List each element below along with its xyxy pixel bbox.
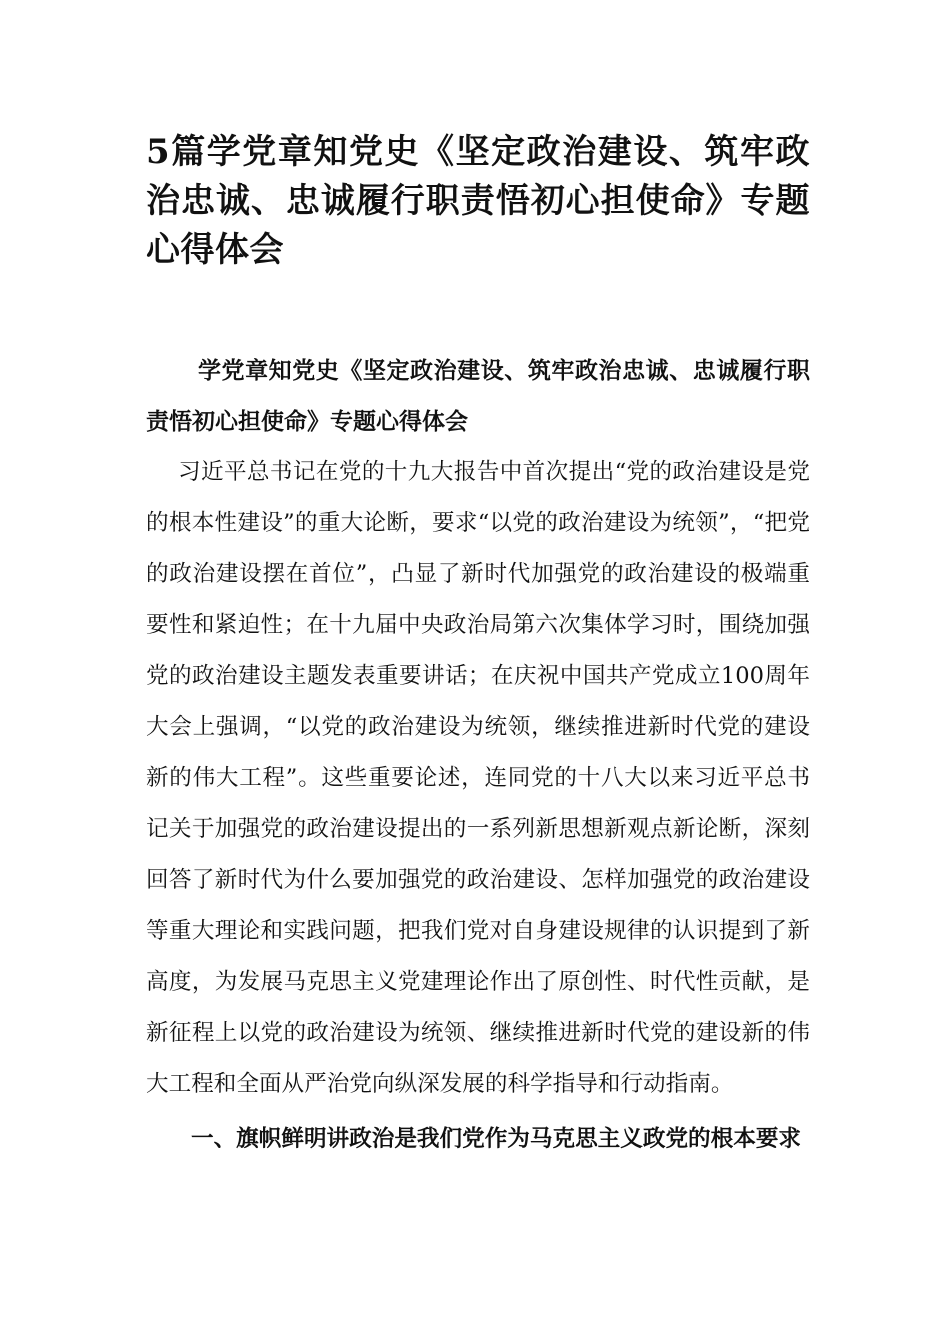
document-page: [146, 128, 810, 1165]
document-title: 5篇学党章知党史《坚定政治建设、筑牢政治忠诚、忠诚履行职责悟初心担使命》专题心得体会: [146, 132, 810, 270]
document-subtitle: 学党章知党史《坚定政治建设、筑牢政治忠诚、忠诚履行职责悟初心担使命》专题心得体会: [146, 357, 810, 435]
body-paragraph: 习近平总书记在党的十九大报告中首次提出“党的政治建设是党的根本性建设”的重大论断，要求“以党的政治建设为统领”，“把党的政治建设摆在首位”，凸显了新时代加强党的政治建设的极端重要性和紧迫性；在十九届中央政治局第六次集体学习时，围绕加强党的政治建设主题发表重要讲话；在庆祝中国共产党成立100周年大会上强调，“以党的政治建设为统领，继续推进新时代党的建设新的伟大工程”。这些重要论述，连同党的十八大以来习近平总书记关于加强党的政治建设提出的一系列新思想新观点新论断，深刻回答了新时代为什么要加强党的政治建设、怎样加强党的政治建设等重大理论和实践问题，把我们党对自身建设规律的认识提到了新高度，为发展马克思主义党建理论作出了原创性、时代性贡献，是新征程上以党的政治建设为统领、继续推进新时代党的建设新的伟大工程和全面从严治党向纵深发展的科学指导和行动指南。: [146, 459, 810, 1097]
section-heading: 一、旗帜鲜明讲政治是我们党作为马克思主义政党的根本要求: [191, 1126, 802, 1152]
